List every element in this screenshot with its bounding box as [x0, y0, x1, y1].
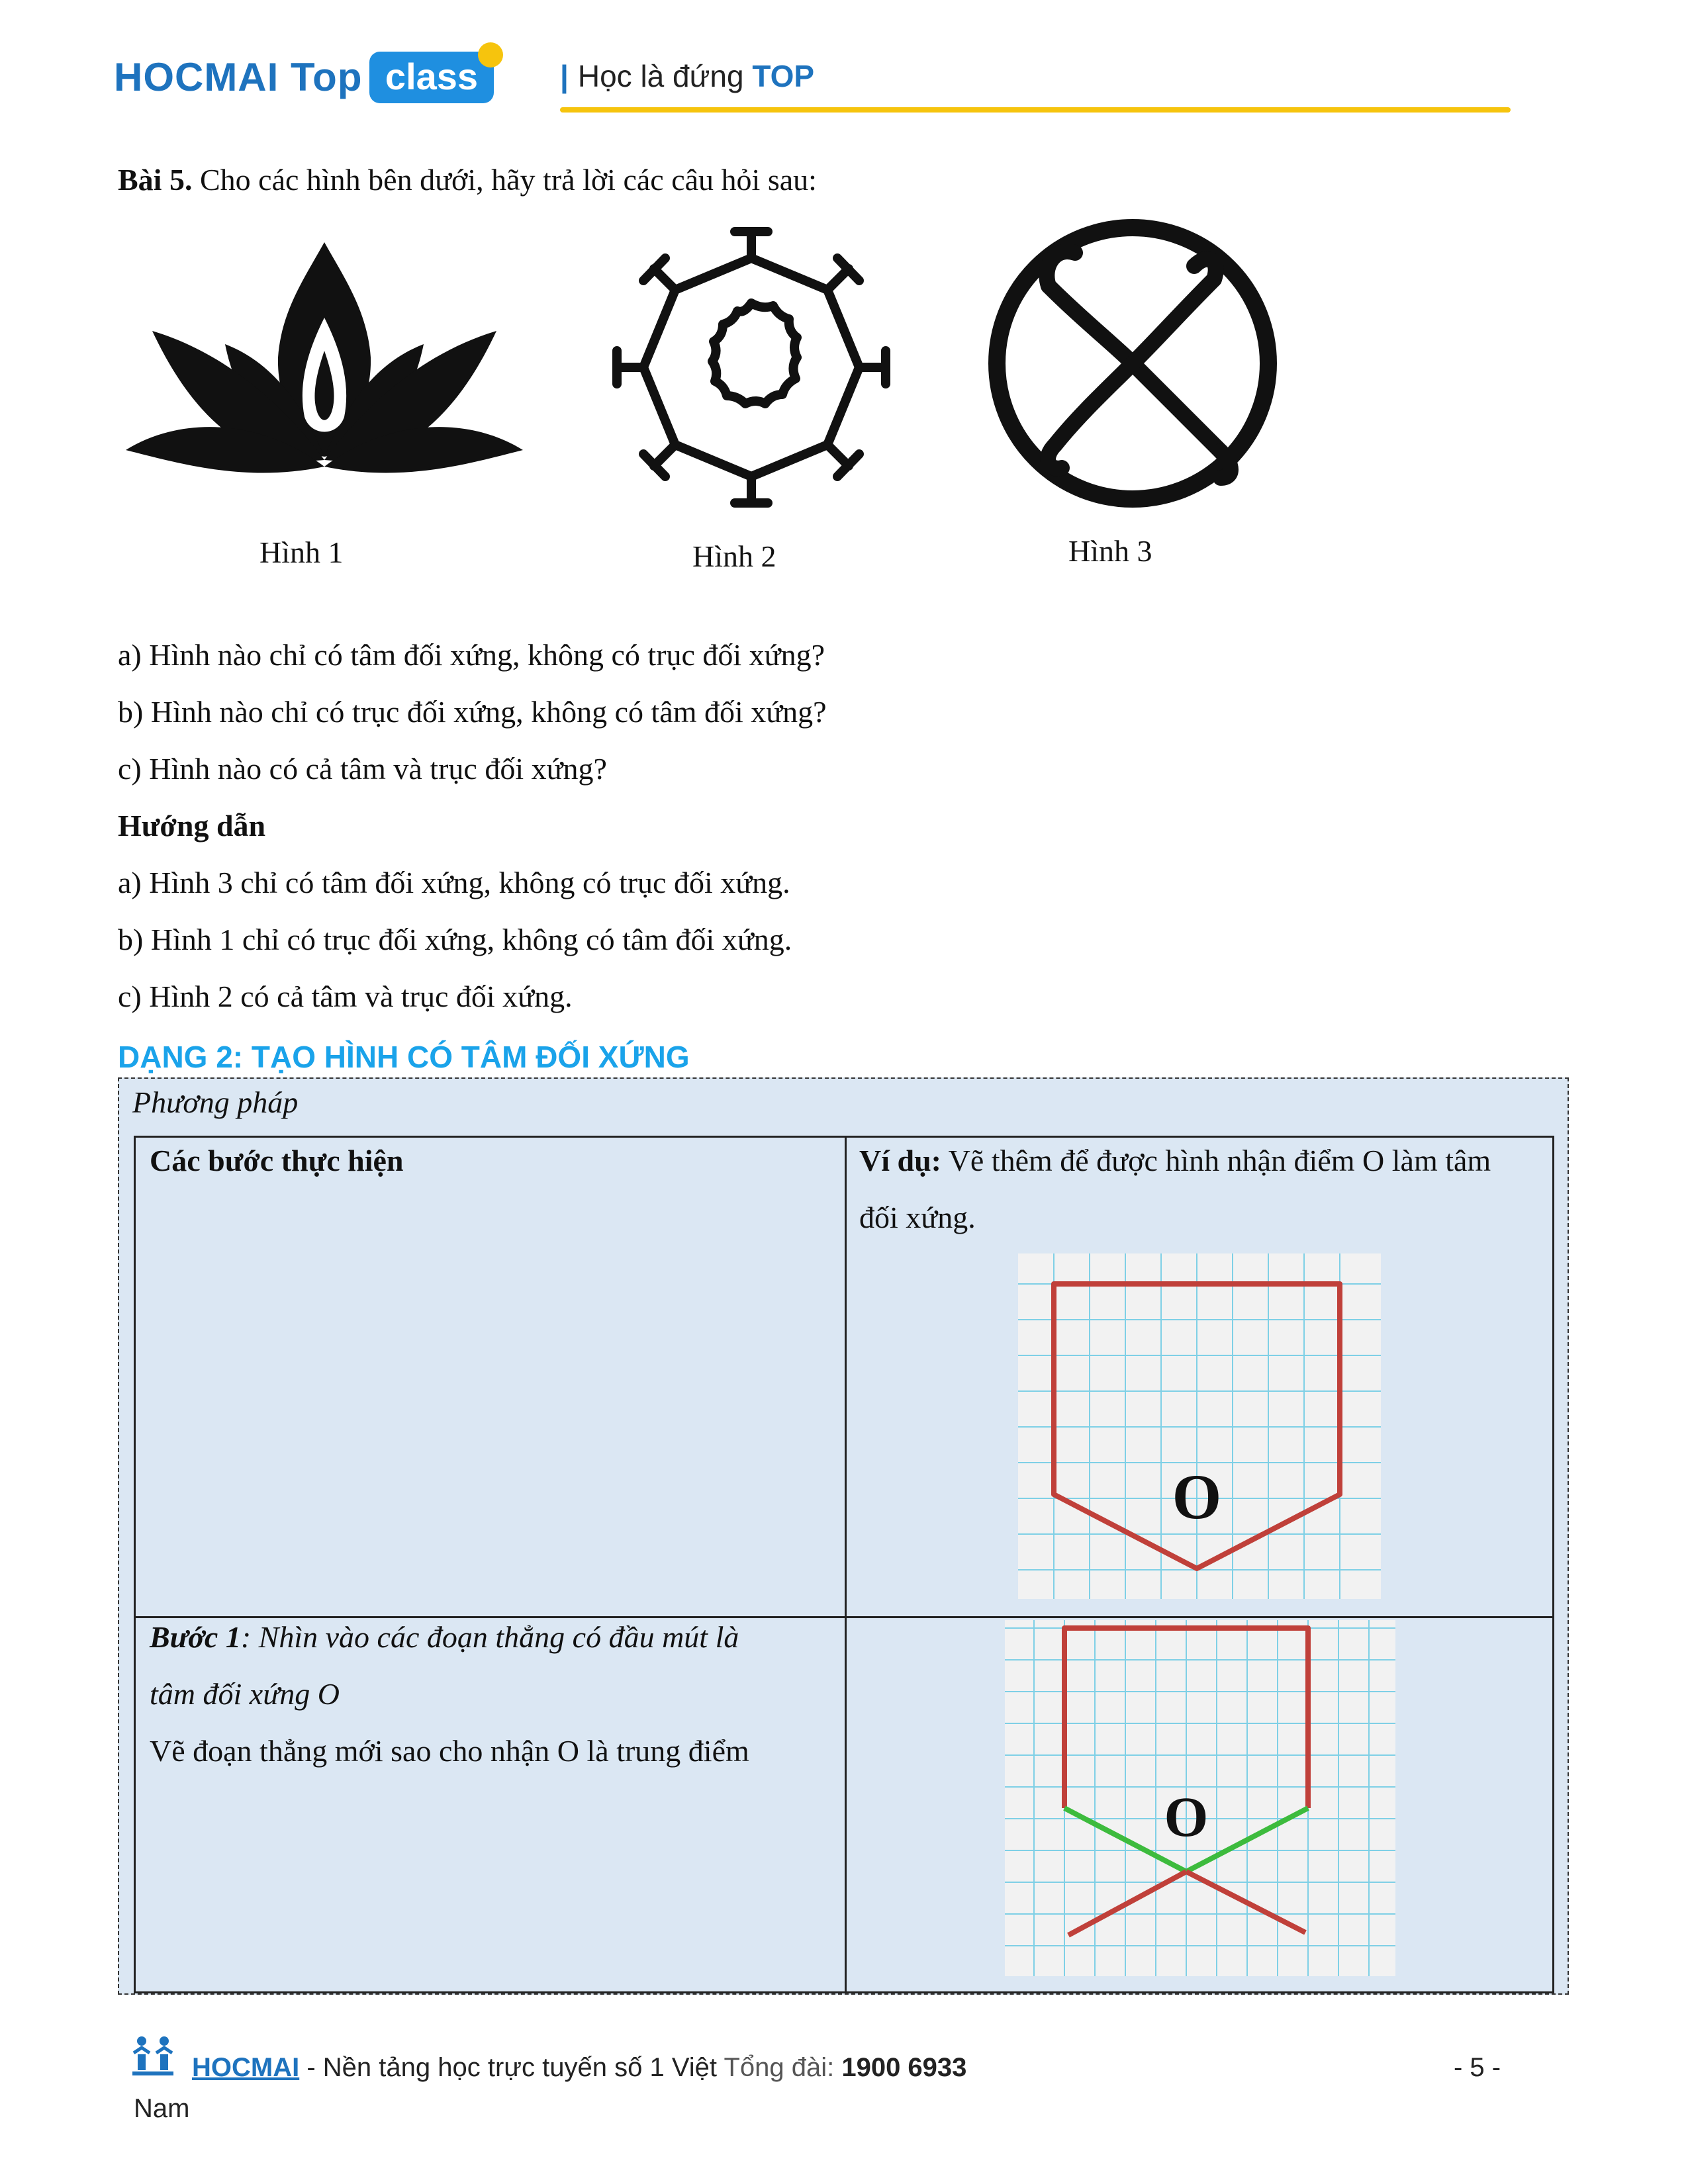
step1-line-3: Vẽ đoạn thẳng mới sao cho nhận O là trung điểm: [150, 1734, 749, 1768]
point-o-label-step1: O: [1164, 1785, 1209, 1848]
example-line-1: Ví dụ: Vẽ thêm để được hình nhận điểm O làm tâm: [859, 1144, 1491, 1177]
point-o-label: O: [1172, 1461, 1222, 1532]
step1-line-1: Bước 1: Nhìn vào các đoạn thẳng có đầu mút là: [150, 1620, 739, 1654]
section-title: DẠNG 2: TẠO HÌNH CÓ TÂM ĐỐI XỨNG: [118, 1040, 690, 1074]
example-line-2: đối xứng.: [859, 1201, 976, 1234]
swirl-circle-icon: [982, 213, 1283, 514]
logo-text: HOCMAI Top: [114, 55, 363, 99]
hocmai-footer-logo-icon: [130, 2033, 176, 2079]
gear-ring-icon: [609, 225, 894, 510]
exercise-title: Bài 5. Cho các hình bên dưới, hãy trả lời các câu hỏi sau:: [118, 163, 817, 197]
figure-1-caption: Hình 1: [259, 535, 344, 569]
steps-header: Các bước thực hiện: [150, 1144, 404, 1177]
question-a: a) Hình nào chỉ có tâm đối xứng, không có trục đối xứng?: [118, 638, 825, 672]
star-icon: [478, 42, 503, 68]
figure-3-caption: Hình 3: [1068, 534, 1152, 568]
lotus-icon: [126, 238, 523, 503]
answer-a: a) Hình 3 chỉ có tâm đối xứng, không có trục đối xứng.: [118, 866, 790, 899]
footer-text: HOCMAI - Nền tảng học trực tuyến số 1 Việt Tổng đài: 1900 6933: [192, 2053, 967, 2082]
slogan: | Học là đứng TOP: [560, 59, 815, 93]
figure-2-caption: Hình 2: [692, 539, 776, 573]
logo-badge: class: [369, 52, 494, 103]
page-number: - 5 -: [1454, 2053, 1501, 2082]
example-grid-figure: [1018, 1253, 1381, 1599]
question-b: b) Hình nào chỉ có trục đối xứng, không có tâm đối xứng?: [118, 695, 827, 729]
footer-brand-link[interactable]: HOCMAI: [192, 2053, 300, 2082]
step1-grid-figure: [1005, 1620, 1395, 1976]
answer-b: b) Hình 1 chỉ có trục đối xứng, không có tâm đối xứng.: [118, 923, 792, 956]
guide-title: Hướng dẫn: [118, 809, 266, 842]
header-divider: [560, 107, 1511, 113]
step1-line-2: tâm đối xứng O: [150, 1677, 340, 1711]
answer-c: c) Hình 2 có cả tâm và trục đối xứng.: [118, 979, 573, 1013]
question-c: c) Hình nào có cả tâm và trục đối xứng?: [118, 752, 607, 786]
footer-text-line-2: Nam: [134, 2094, 190, 2123]
method-label: Phương pháp: [132, 1085, 299, 1119]
